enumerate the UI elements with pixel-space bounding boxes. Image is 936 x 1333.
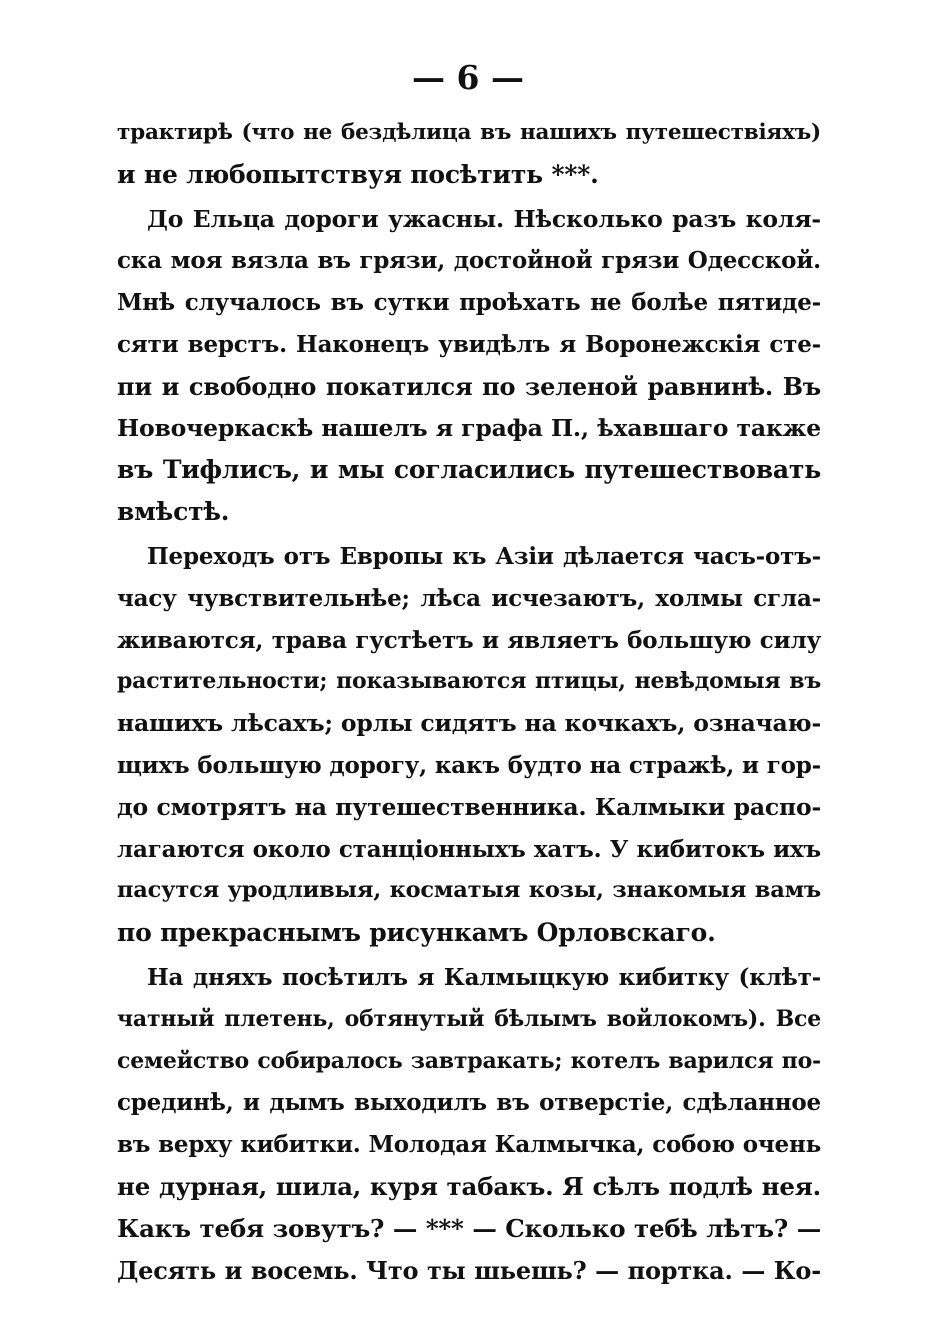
text-line: До Ельца дороги ужасны. Нѣсколько разъ коля- [147, 204, 821, 233]
text-line: ска моя вязла въ грязи, достойной грязи Одесской. [117, 247, 821, 275]
paragraph [117, 112, 821, 196]
text-line: Новочеркаскѣ нашелъ я графа П., ѣхавшаго также [117, 413, 821, 442]
text-line: Мнѣ случалось въ сутки проѣхать не болѣе пятиде- [117, 289, 821, 317]
text-line: сяти верстъ. Наконецъ увидѣлъ я Воронежскія сте- [117, 330, 821, 358]
text-line: до смотрятъ на путешественника. Калмыки распо- [117, 792, 821, 821]
text-line: въ Тифлисъ, и мы согласились путешествовать [117, 455, 821, 485]
text-line: вмѣстѣ. [117, 497, 230, 527]
text-line: чатный плетень, обтянутый бѣлымъ войлокомъ). Все [117, 1005, 821, 1032]
text-line: Какъ тебя зовутъ? — *** — Сколько тебѣ лѣтъ? — [117, 1213, 821, 1243]
text-line: нашихъ лѣсахъ; орлы сидятъ на кочкахъ, означаю- [117, 709, 821, 738]
text-line: щихъ большую дорогу, какъ будто на стражѣ, и гор- [117, 751, 821, 779]
text-line: пасутся уродливыя, косматыя козы, знакомыя вамъ [117, 877, 821, 904]
text-line: На дняхъ посѣтилъ я Калмыцкую кибитку (клѣт- [147, 963, 821, 991]
text-line: трактирѣ (что не бездѣлица въ нашихъ путешествіяхъ) [117, 120, 821, 145]
text-line: въ верху кибитки. Молодая Калмычка, собою очень [117, 1131, 821, 1159]
text-line: по прекраснымъ рисункамъ Орловскаго. [117, 918, 716, 948]
paragraph [117, 536, 821, 954]
text-line: живаются, трава густѣетъ и являетъ большую силу [117, 626, 821, 654]
text-line: Десять и восемь. Что ты шьешь? — портка. — Ко- [117, 1255, 821, 1285]
page-number: — 6 — [412, 58, 524, 97]
text-line: растительности; показываются птицы, невѣдомыя въ [117, 668, 821, 695]
text-line: срединѣ, и дымъ выходилъ въ отверстіе, сдѣланное [117, 1089, 821, 1117]
text-line: часу чувствительнѣе; лѣса исчезаютъ, холмы сгла- [117, 584, 821, 612]
text-line: семейство собиралось завтракать; котелъ варился по- [117, 1047, 821, 1074]
text-line: пи и свободно покатился по зеленой равнинѣ. Въ [117, 371, 821, 401]
paragraph [117, 199, 821, 533]
paragraph [117, 957, 821, 1291]
text-line: лагаются около станціонныхъ хатъ. У кибитокъ ихъ [117, 835, 821, 863]
text-line: Переходъ отъ Европы къ Азіи дѣлается часъ-отъ- [147, 542, 821, 570]
text-line: не дурная, шила, куря табакъ. Я сѣлъ подлѣ нея. [117, 1171, 821, 1201]
body-text [117, 112, 821, 1291]
text-line: и не любопытствуя посѣтить ***. [117, 159, 599, 189]
